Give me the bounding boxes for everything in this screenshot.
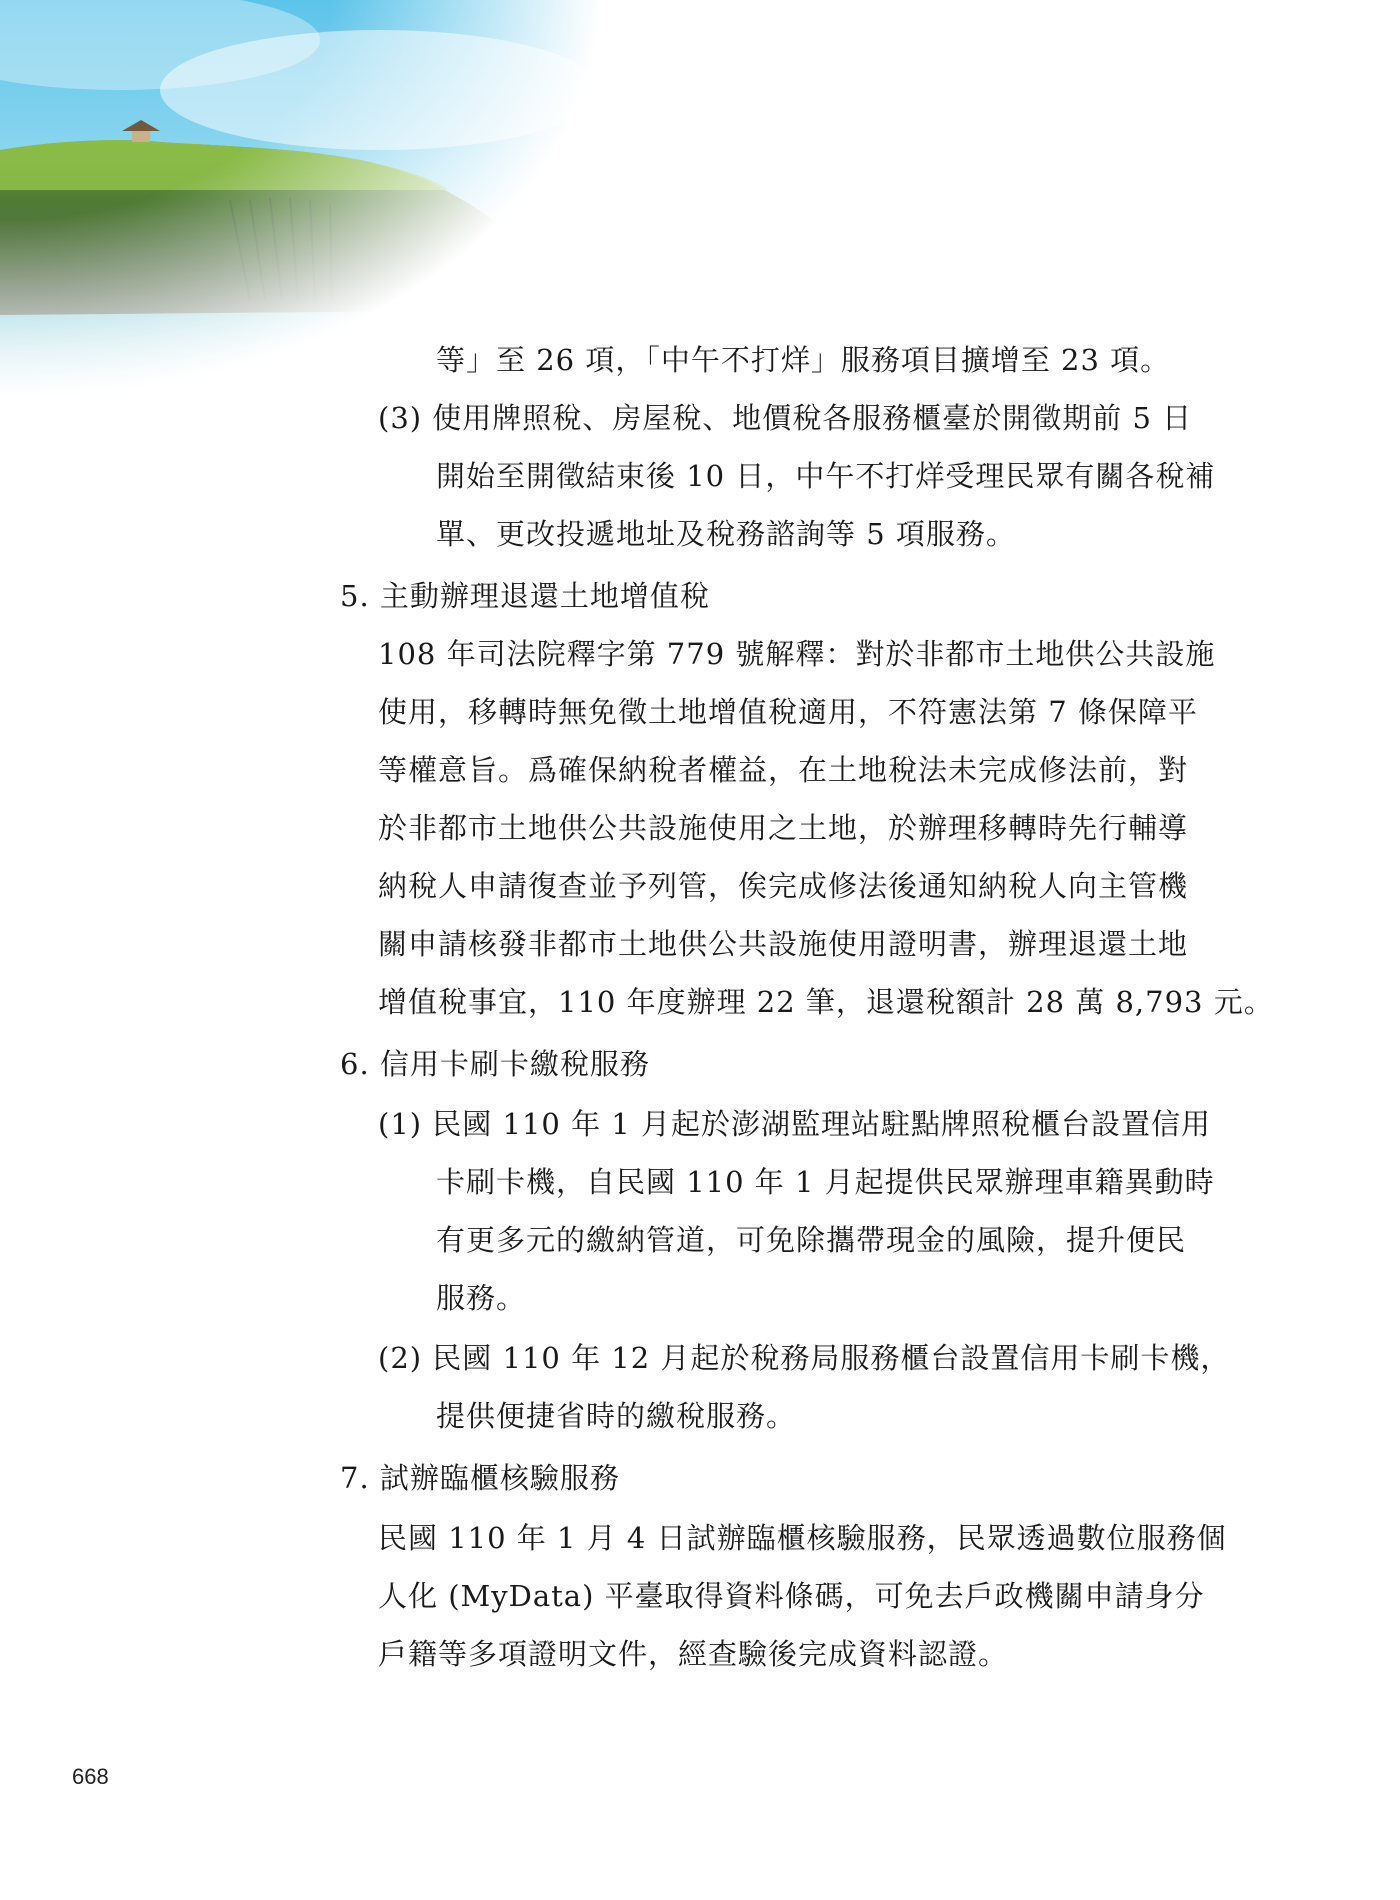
body-line-23: 戶籍等多項證明文件，經查驗後完成資料認證。 — [378, 1637, 1009, 1671]
body-line-18: (2) 民國 110 年 12 月起於稅務局服務櫃台設置信用卡刷卡機， — [378, 1341, 1231, 1375]
body-line-17: 服務。 — [436, 1281, 527, 1315]
section-heading-6: 6. 信用卡刷卡繳稅服務 — [340, 1047, 650, 1081]
section-heading-7: 7. 試辦臨櫃核驗服務 — [340, 1461, 620, 1495]
body-line-1: 等」至 26 項，「中午不打烊」服務項目擴增至 23 項。 — [436, 343, 1171, 377]
body-line-4: 單、更改投遞地址及稅務諮詢等 5 項服務。 — [436, 517, 1016, 551]
section-heading-5: 5. 主動辦理退還土地增值稅 — [340, 579, 710, 613]
body-line-11: 關申請核發非都市土地供公共設施使用證明書，辦理退還土地 — [378, 927, 1189, 961]
body-line-15: 卡刷卡機，自民國 110 年 1 月起提供民眾辦理車籍異動時 — [436, 1165, 1215, 1199]
body-line-21: 民國 110 年 1 月 4 日試辦臨櫃核驗服務，民眾透過數位服務個 — [378, 1521, 1227, 1555]
body-line-22: 人化 (MyData) 平臺取得資料條碼，可免去戶政機關申請身分 — [378, 1579, 1205, 1613]
body-line-12: 增值稅事宜，110 年度辦理 22 筆，退還稅額計 28 萬 8,793 元。 — [378, 985, 1274, 1019]
body-line-16: 有更多元的繳納管道，可免除攜帶現金的風險，提升便民 — [436, 1223, 1187, 1257]
body-line-7: 使用，移轉時無免徵土地增值稅適用，不符憲法第 7 條保障平 — [378, 695, 1198, 729]
body-line-8: 等權意旨。爲確保納稅者權益，在土地稅法未完成修法前，對 — [378, 753, 1189, 787]
body-line-3: 開始至開徵結束後 10 日，中午不打烊受理民眾有關各稅補 — [436, 459, 1216, 493]
body-line-14: (1) 民國 110 年 1 月起於澎湖監理站駐點牌照稅櫃台設置信用 — [378, 1107, 1211, 1141]
body-line-19: 提供便捷省時的繳稅服務。 — [436, 1399, 797, 1433]
body-line-9: 於非都市土地供公共設施使用之土地，於辦理移轉時先行輔導 — [378, 811, 1189, 845]
body-line-10: 納稅人申請復查並予列管，俟完成修法後通知納稅人向主管機 — [378, 869, 1189, 903]
body-line-2: (3) 使用牌照稅、房屋稅、地價稅各服務櫃臺於開徵期前 5 日 — [378, 401, 1193, 435]
body-line-6: 108 年司法院釋字第 779 號解釋：對於非都市土地供公共設施 — [378, 637, 1216, 671]
page-number: 668 — [72, 1764, 109, 1789]
